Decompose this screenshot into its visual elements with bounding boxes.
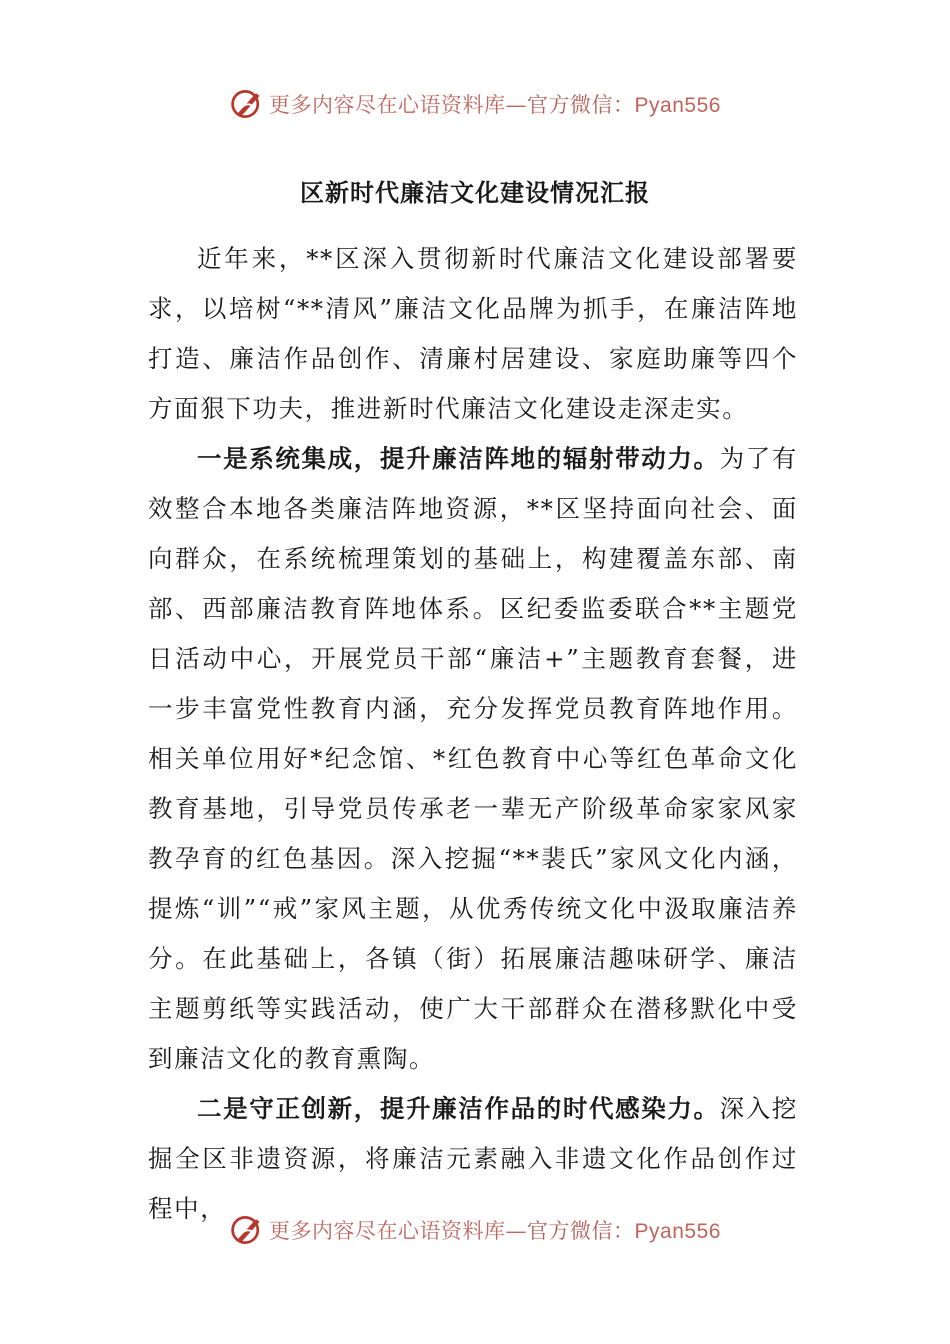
header-banner [0,84,950,124]
banner-text [269,1215,721,1245]
banner-part1: 更多内容尽在心语资料库 [269,93,506,117]
footer-banner [0,1210,950,1250]
pen-logo-icon [229,86,265,122]
banner-wechat: Pyan556 [634,94,721,117]
banner-wechat: Pyan556 [634,1220,721,1243]
intro-paragraph: 近年来，**区深入贯彻新时代廉洁文化建设部署要求，以培树“**清风”廉洁文化品牌为抓手，在廉洁阵地打造、廉洁作品创作、清廉村居建设、家庭助廉等四个方面狠下功夫，推进新时代廉洁文化建设走深走实。 [148,244,798,423]
pen-logo-icon [229,1212,265,1248]
section2-lead: 二是守正创新，提升廉洁作品的时代感染力。 [197,1094,720,1123]
banner-dash: — [505,93,528,117]
section2-text: 深入挖掘全区非遗资源，将廉洁元素融入非遗文化作品创作过程中， [148,1094,798,1223]
document-body [148,234,798,1234]
section1-text: 为了有效整合本地各类廉洁阵地资源，**区坚持面向社会、面向群众，在系统梳理策划的基础上，构建覆盖东部、南部、西部廉洁教育阵地体系。区纪委监委联合**主题党日活动中心，开展党员干部“廉洁+”主题教育套餐，进一步丰富党性教育内涵，充分发挥党员教育阵地作用。相关单位用好*纪念馆、*红色教育中心等红色革命文化教育基地，引导党员传承老一辈无产阶级革命家家风家教孕育的红色基因。深入挖掘“**裴氏”家风文化内涵，提炼“训”“戒”家风主题，从优秀传统文化中汲取廉洁养分。在此基础上，各镇（街）拓展廉洁趣味研学、廉洁主题剪纸等实践活动，使广大干部群众在潜移默化中受到廉洁文化的教育熏陶。 [148,444,798,1073]
banner-text [269,89,721,119]
document-title: 区新时代廉洁文化建设情况汇报 [300,178,650,207]
banner-part2: 官方微信： [527,1219,635,1243]
banner-part2: 官方微信： [527,93,635,117]
banner-dash: — [505,1219,528,1243]
banner-part1: 更多内容尽在心语资料库 [269,1219,506,1243]
section1-paragraph [148,434,798,1084]
section1-lead: 一是系统集成，提升廉洁阵地的辐射带动力。 [197,444,720,473]
